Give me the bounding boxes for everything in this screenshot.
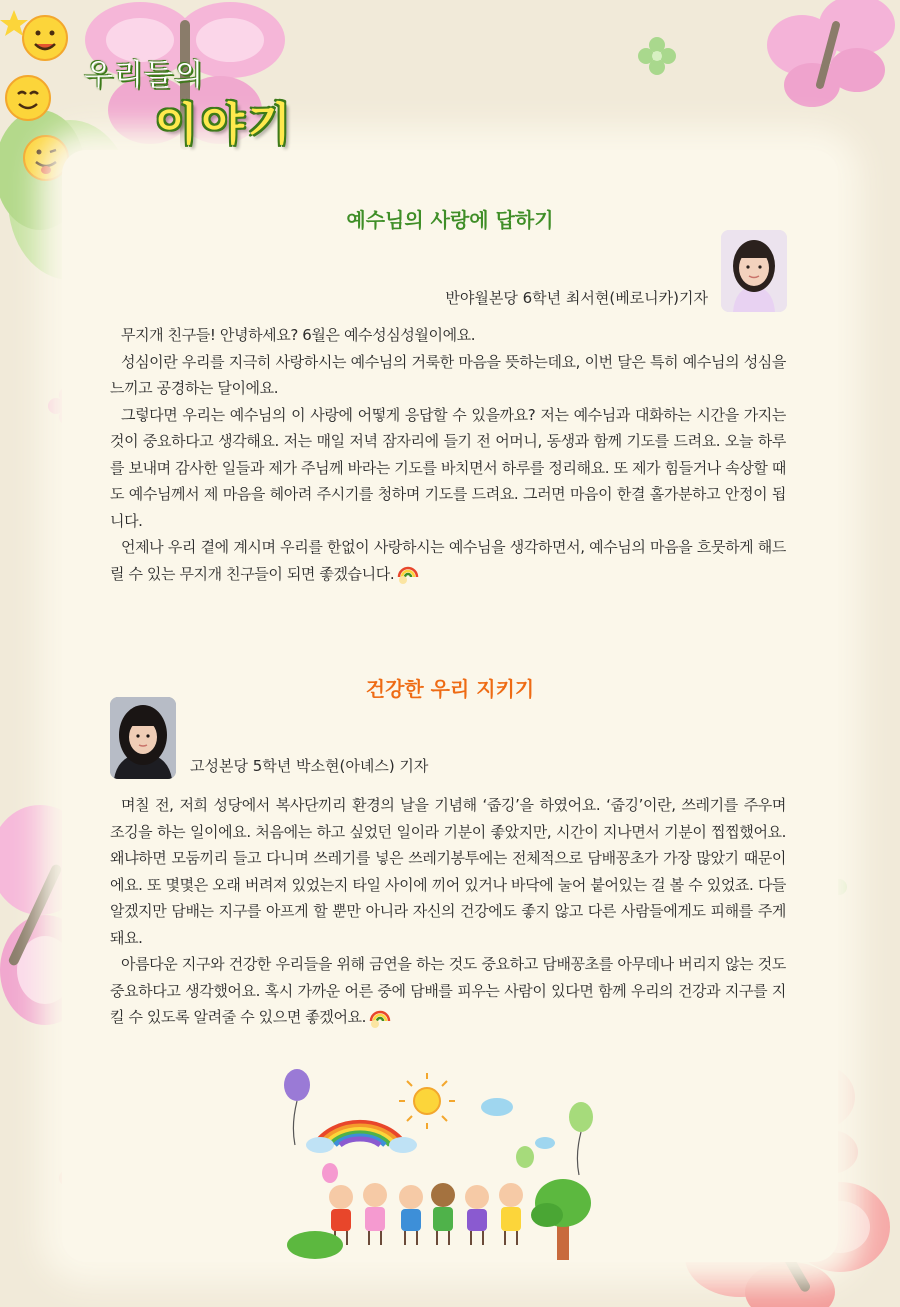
balloon-icon bbox=[569, 1102, 593, 1175]
paragraph bbox=[110, 534, 786, 587]
reporter-photo-2 bbox=[110, 697, 176, 779]
top-right-butterfly bbox=[762, 0, 900, 120]
endmark-icon bbox=[368, 1007, 392, 1029]
paragraph-text: 언제나 우리 곁에 계시며 우리를 한없이 사랑하시는 예수님을 생각하면서, 예수님의 마음을 흐뭇하게 해드릴 수 있는 무지개 친구들이 되면 좋겠습니다. bbox=[110, 538, 786, 583]
section-header-small: 우리들의 bbox=[84, 58, 204, 93]
balloon-icon bbox=[284, 1069, 310, 1145]
kids-illustration bbox=[275, 1065, 615, 1265]
paragraph-text: 아름다운 지구와 건강한 우리들을 위해 금연을 하는 것도 중요하고 담배꽁초를 아무데나 버리지 않는 것도 중요하다고 생각했어요. 혹시 가까운 어른 중에 담배를 피우는 사람이 있다면 함께 우리의 건강과 지구를 지킬 수 있도록 알려줄 수 있으면 좋겠어요. bbox=[110, 955, 786, 1026]
butterfly-icon bbox=[767, 0, 895, 107]
article-2-body bbox=[110, 792, 786, 1031]
article-1-byline: 반야월본당 6학년 최서현(베로니카)기자 bbox=[445, 289, 708, 307]
sun-icon bbox=[399, 1073, 455, 1129]
article-2-title: 건강한 우리 지키기 bbox=[365, 677, 535, 701]
section-header-big: 이야기 bbox=[155, 99, 295, 150]
paragraph: 그렇다면 우리는 예수님의 이 사랑에 어떻게 응답할 수 있을까요? 저는 예수님과 대화하는 시간을 가지는 것이 중요하다고 생각해요. 저는 매일 저녁 잠자리에 들기 전 어머니, 동생과 함께 기도를 드려요. 오늘 하루를 보내며 감사한 일들과 제가 주님께 바라는 기도를 바치면서 하루를 정리해요. 또 제가 힘들거나 속상할 때도 예수님께서 제 마음을 헤아려 주시기를 청하며 기도를 드려요. 그러면 마음이 한결 홀가분하고 안정이 됩니다. bbox=[110, 405, 786, 530]
smiley-icon bbox=[23, 16, 67, 60]
paragraph: 무지개 친구들! 안녕하세요? 6월은 예수성심성월이에요. bbox=[121, 326, 476, 344]
paragraph bbox=[110, 951, 786, 1031]
children-icon bbox=[329, 1183, 523, 1245]
tree-icon bbox=[531, 1179, 591, 1260]
avatar-icon bbox=[721, 230, 787, 312]
bush-icon bbox=[287, 1231, 343, 1259]
balloon-icon bbox=[322, 1146, 534, 1183]
flower-icon bbox=[638, 37, 676, 75]
article-1-body bbox=[110, 322, 786, 587]
reporter-photo-1 bbox=[721, 230, 787, 312]
endmark-icon bbox=[396, 563, 420, 585]
article-2-byline: 고성본당 5학년 박소현(아녜스) 기자 bbox=[190, 757, 429, 775]
article-1-title: 예수님의 사랑에 답하기 bbox=[346, 208, 554, 232]
paragraph: 며칠 전, 저희 성당에서 복사단끼리 환경의 날을 기념해 ‘줍깅’을 하였어요. ‘줍깅’이란, 쓰레기를 주우며 조깅을 하는 일이에요. 처음에는 하고 싶었던 일이라 기분이 좋았지만, 시간이 지나면서 기분이 찝찝했어요. 왜냐하면 모둠끼리 들고 다니며 쓰레기를 넣은 쓰레기봉투에는 전체적으로 담배꽁초가 가장 많았기 때문이에요. 또 몇몇은 오래 버려져 있었는지 타일 사이에 끼어 있거나 바닥에 눌어 붙어있는 걸 볼 수 있었죠. 다들 알겠지만 담배는 지구를 아프게 할 뿐만 아니라 자신의 건강에도 좋지 않고 다른 사람들에게도 피해를 주게 돼요. bbox=[110, 796, 786, 947]
paragraph: 성심이란 우리를 지극히 사랑하시는 예수님의 거룩한 마음을 뜻하는데요, 이번 달은 특히 예수님의 성심을 느끼고 공경하는 달이에요. bbox=[110, 352, 786, 397]
smiley-icon bbox=[6, 76, 50, 120]
flower-decoration bbox=[637, 36, 677, 76]
avatar-icon bbox=[110, 697, 176, 779]
